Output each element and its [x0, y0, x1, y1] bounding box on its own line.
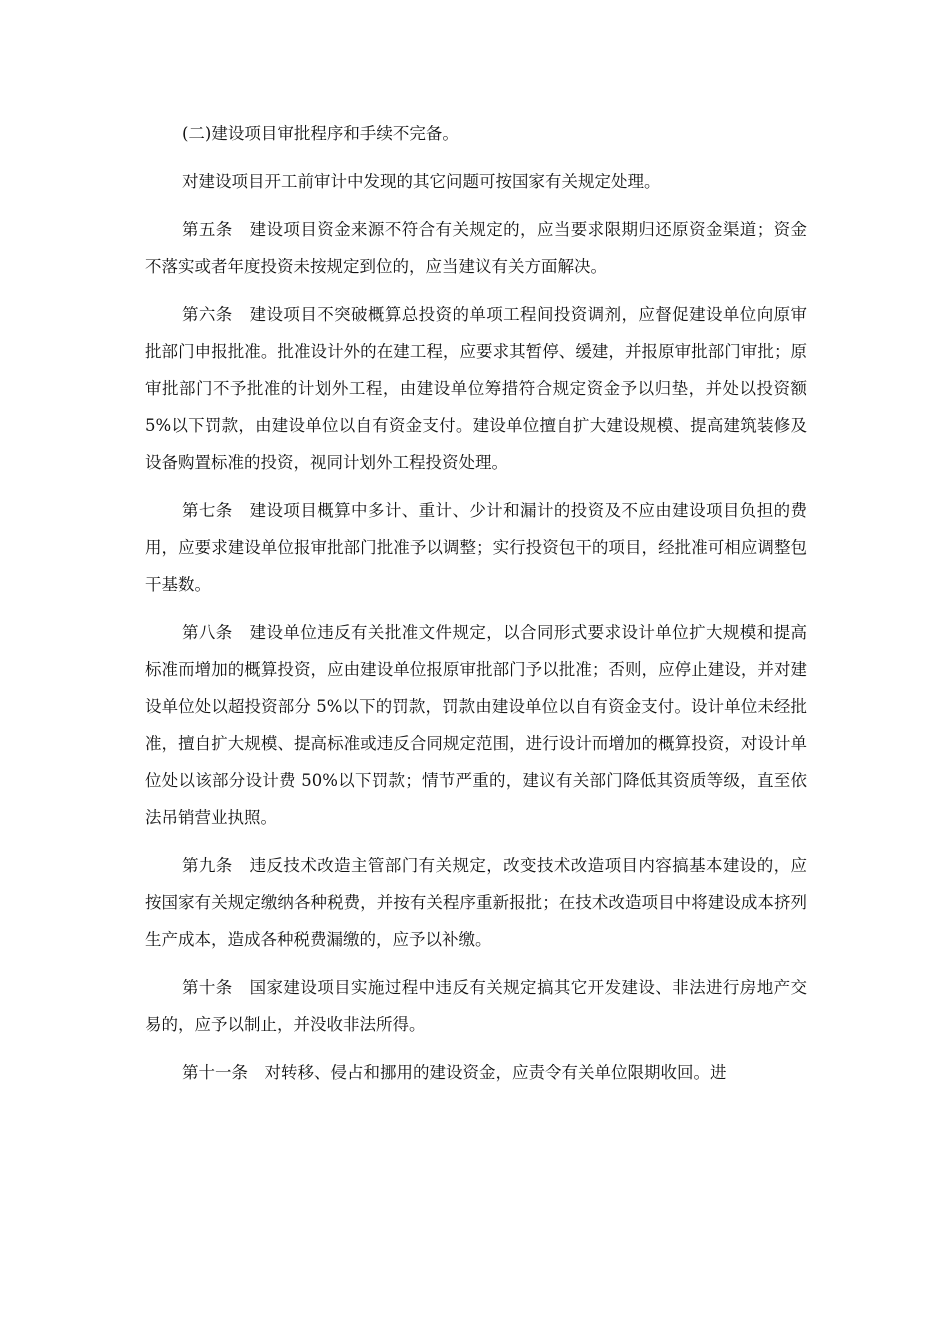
- document-body: [145, 115, 813, 1102]
- paragraph-article-8: 第八条 建设单位违反有关批准文件规定，以合同形式要求设计单位扩大规模和提高标准而增加的概算投资，应由建设单位报原审批部门予以批准；否则，应停止建设，并对建设单位处以超投资部分 5%以下的罚款，罚款由建设单位以自有资金支付。设计单位未经批准，擅自扩大规模、提高标准或违反合同规定范围，进行设计而增加的概算投资，对设计单位处以该部分设计费 50%以下罚款；情节严重的，建议有关部门降低其资质等级，直至依法吊销营业执照。: [145, 623, 807, 827]
- paragraph-approval-procedure: (二)建设项目审批程序和手续不完备。: [182, 124, 459, 143]
- paragraph-article-10: 第十条 国家建设项目实施过程中违反有关规定搞其它开发建设、非法进行房地产交易的，应予以制止，并没收非法所得。: [145, 978, 807, 1034]
- paragraph-article-9: 第九条 违反技术改造主管部门有关规定，改变技术改造项目内容搞基本建设的，应按国家有关规定缴纳各种税费，并按有关程序重新报批；在技术改造项目中将建设成本挤列生产成本，造成各种税费漏缴的，应予以补缴。: [145, 856, 807, 949]
- paragraph-article-6: 第六条 建设项目不突破概算总投资的单项工程间投资调剂，应督促建设单位向原审批部门申报批准。批准设计外的在建工程，应要求其暂停、缓建，并报原审批部门审批；原审批部门不予批准的计划外工程，由建设单位筹措符合规定资金予以归垫，并处以投资额 5%以下罚款，由建设单位以自有资金支付。建设单位擅自扩大建设规模、提高建筑装修及设备购置标准的投资，视同计划外工程投资处理。: [145, 305, 813, 472]
- paragraph-article-11: 第十一条 对转移、侵占和挪用的建设资金，应责令有关单位限期收回。进: [182, 1063, 727, 1082]
- paragraph-article-7: 第七条 建设项目概算中多计、重计、少计和漏计的投资及不应由建设项目负担的费用，应要求建设单位报审批部门批准予以调整；实行投资包干的项目，经批准可相应调整包干基数。: [145, 501, 807, 594]
- paragraph-article-5: 第五条 建设项目资金来源不符合有关规定的，应当要求限期归还原资金渠道；资金不落实或者年度投资未按规定到位的，应当建议有关方面解决。: [145, 220, 807, 276]
- paragraph-other-issues: 对建设项目开工前审计中发现的其它问题可按国家有关规定处理。: [182, 172, 661, 191]
